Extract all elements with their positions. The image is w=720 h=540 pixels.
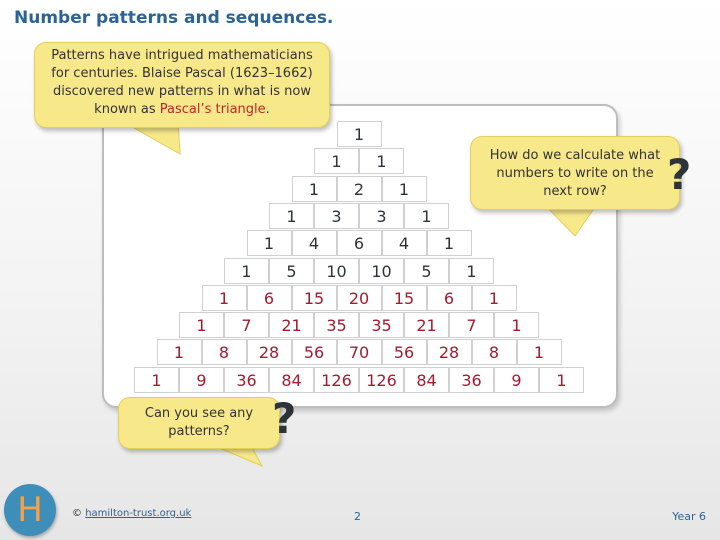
triangle-cell: 35 xyxy=(359,312,404,338)
triangle-cell: 1 xyxy=(224,258,269,284)
triangle-cell: 35 xyxy=(314,312,359,338)
patterns-line: Can you see any xyxy=(144,406,254,421)
triangle-cell: 4 xyxy=(292,230,337,256)
triangle-cell: 5 xyxy=(404,258,449,284)
question-bubble xyxy=(470,136,680,210)
triangle-cell: 8 xyxy=(202,339,247,365)
triangle-cell: 1 xyxy=(359,148,404,174)
triangle-cell: 10 xyxy=(314,258,359,284)
triangle-cell: 1 xyxy=(179,312,224,338)
triangle-cell: 9 xyxy=(494,367,539,393)
triangle-cell: 1 xyxy=(494,312,539,338)
triangle-cell: 1 xyxy=(449,258,494,284)
pascal-triangle-highlight: Pascal’s triangle xyxy=(159,102,266,117)
triangle-cell: 1 xyxy=(539,367,584,393)
triangle-cell: 1 xyxy=(427,230,472,256)
triangle-cell: 1 xyxy=(314,148,359,174)
copyright-symbol: © xyxy=(72,508,86,519)
triangle-cell: 28 xyxy=(247,339,292,365)
triangle-cell: 1 xyxy=(157,339,202,365)
intro-text: . xyxy=(265,102,270,117)
intro-line: Patterns have intrigued mathematicians xyxy=(51,48,313,63)
intro-line xyxy=(45,101,319,119)
triangle-cell: 28 xyxy=(427,339,472,365)
triangle-cell: 84 xyxy=(404,367,449,393)
triangle-cell: 36 xyxy=(449,367,494,393)
triangle-cell: 10 xyxy=(359,258,404,284)
triangle-cell: 7 xyxy=(224,312,269,338)
triangle-cell: 3 xyxy=(359,203,404,229)
triangle-cell: 56 xyxy=(292,339,337,365)
triangle-cell: 1 xyxy=(134,367,179,393)
question-line: next row? xyxy=(543,184,607,199)
question-mark-icon: ? xyxy=(667,150,692,199)
triangle-cell: 126 xyxy=(359,367,404,393)
year-label: Year 6 xyxy=(672,510,706,523)
triangle-cell: 84 xyxy=(269,367,314,393)
triangle-cell: 1 xyxy=(472,285,517,311)
question-line: numbers to write on the xyxy=(496,166,654,181)
page-title: Number patterns and sequences. xyxy=(14,8,334,28)
triangle-cell: 7 xyxy=(449,312,494,338)
triangle-cell: 56 xyxy=(382,339,427,365)
triangle-cell: 1 xyxy=(247,230,292,256)
triangle-cell: 21 xyxy=(269,312,314,338)
triangle-cell: 1 xyxy=(292,176,337,202)
triangle-cell: 1 xyxy=(404,203,449,229)
page-number: 2 xyxy=(354,510,361,523)
triangle-cell: 6 xyxy=(337,230,382,256)
triangle-cell: 9 xyxy=(179,367,224,393)
question-mark-icon: ? xyxy=(272,394,297,443)
intro-line: discovered new patterns in what is now xyxy=(53,84,311,99)
hamilton-trust-link[interactable]: hamilton-trust.org.uk xyxy=(85,508,192,519)
triangle-cell: 5 xyxy=(269,258,314,284)
intro-line: for centuries. Blaise Pascal (1623–1662) xyxy=(51,66,313,81)
triangle-cell: 6 xyxy=(427,285,472,311)
triangle-cell: 1 xyxy=(337,121,382,147)
triangle-cell: 1 xyxy=(202,285,247,311)
triangle-cell: 1 xyxy=(382,176,427,202)
intro-bubble xyxy=(34,42,330,128)
patterns-line: patterns? xyxy=(168,424,230,439)
triangle-cell: 126 xyxy=(314,367,359,393)
triangle-cell: 20 xyxy=(337,285,382,311)
triangle-cell: 1 xyxy=(517,339,562,365)
triangle-cell: 36 xyxy=(224,367,269,393)
triangle-cell: 15 xyxy=(382,285,427,311)
triangle-cell: 15 xyxy=(292,285,337,311)
triangle-cell: 6 xyxy=(247,285,292,311)
logo-letter: H xyxy=(17,490,43,530)
patterns-bubble xyxy=(118,397,280,449)
triangle-cell: 70 xyxy=(337,339,382,365)
triangle-cell: 2 xyxy=(337,176,382,202)
triangle-cell: 1 xyxy=(269,203,314,229)
intro-text: known as xyxy=(94,102,160,117)
triangle-cell: 4 xyxy=(382,230,427,256)
triangle-cell: 8 xyxy=(472,339,517,365)
triangle-cell: 3 xyxy=(314,203,359,229)
triangle-cell: 21 xyxy=(404,312,449,338)
question-line: How do we calculate what xyxy=(489,148,661,163)
